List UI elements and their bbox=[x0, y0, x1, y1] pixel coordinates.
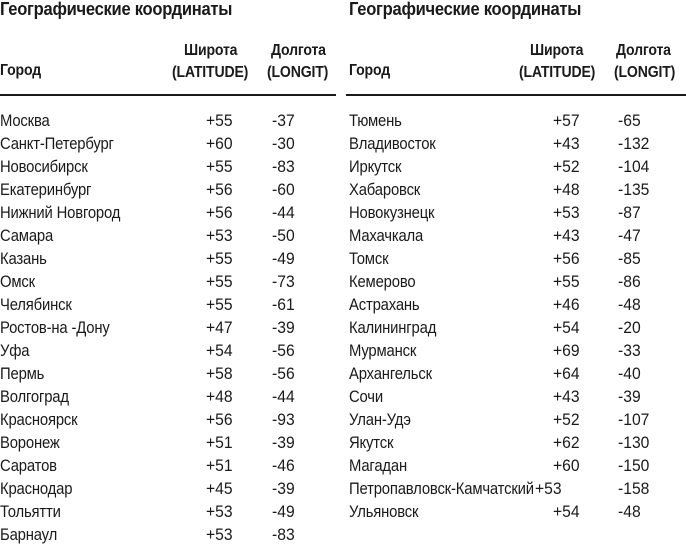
table-row bbox=[346, 225, 686, 248]
latitude-value: +55 bbox=[206, 158, 233, 176]
city-name: Улан-Удэ bbox=[349, 411, 411, 429]
latitude-value: +48 bbox=[553, 181, 580, 199]
longitude-value: -86 bbox=[618, 273, 641, 291]
longitude-value: -61 bbox=[272, 296, 295, 314]
table-row bbox=[346, 478, 686, 501]
longitude-value: -30 bbox=[272, 135, 295, 153]
city-name: Челябинск bbox=[0, 296, 72, 314]
city-name: Иркутск bbox=[349, 158, 402, 176]
longitude-value: -87 bbox=[618, 204, 641, 222]
longitude-value: -50 bbox=[272, 227, 295, 245]
city-name: Москва bbox=[0, 112, 50, 130]
table-row bbox=[346, 340, 686, 363]
city-name: Саратов bbox=[0, 457, 57, 475]
latitude-value: +55 bbox=[206, 250, 233, 268]
city-name: Мурманск bbox=[349, 342, 417, 360]
longitude-value: -48 bbox=[618, 296, 641, 314]
latitude-value: +52 bbox=[553, 158, 580, 176]
table-row bbox=[0, 409, 336, 432]
city-name: Якутск bbox=[349, 434, 394, 452]
header-latitude-en: (LATITUDE) bbox=[519, 64, 596, 81]
latitude-value: +46 bbox=[553, 296, 580, 314]
header-longitude: Долгота bbox=[271, 42, 326, 59]
city-name: Новокузнецк bbox=[349, 204, 435, 222]
latitude-value: +55 bbox=[206, 273, 233, 291]
city-name: Ростов-на -Дону bbox=[0, 319, 110, 337]
table-row bbox=[0, 478, 336, 501]
table-body bbox=[346, 110, 686, 524]
latitude-value: +53 bbox=[206, 503, 233, 521]
longitude-value: -60 bbox=[272, 181, 295, 199]
longitude-value: -39 bbox=[272, 480, 295, 498]
longitude-value: -44 bbox=[272, 388, 295, 406]
latitude-value: +56 bbox=[206, 181, 233, 199]
longitude-value: -39 bbox=[618, 388, 641, 406]
table-row bbox=[0, 202, 336, 225]
table-row bbox=[346, 202, 686, 225]
longitude-value: -83 bbox=[272, 526, 295, 544]
city-name: Архангельск bbox=[349, 365, 432, 383]
longitude-value: -46 bbox=[272, 457, 295, 475]
table-row bbox=[0, 225, 336, 248]
table-row bbox=[0, 294, 336, 317]
city-name: Ульяновск bbox=[349, 503, 419, 521]
table-title: Географические координаты bbox=[349, 0, 582, 19]
city-name: Краснодар bbox=[0, 480, 73, 498]
city-name: Сочи bbox=[349, 388, 383, 406]
table-row bbox=[346, 409, 686, 432]
latitude-value: +58 bbox=[206, 365, 233, 383]
latitude-value: +43 bbox=[553, 227, 580, 245]
latitude-value: +47 bbox=[206, 319, 233, 337]
longitude-value: -158 bbox=[618, 480, 650, 498]
city-name: Калининград bbox=[349, 319, 437, 337]
latitude-value: +53 bbox=[206, 227, 233, 245]
latitude-value: +55 bbox=[206, 112, 233, 130]
table-row bbox=[0, 248, 336, 271]
table-row bbox=[346, 386, 686, 409]
longitude-value: -65 bbox=[618, 112, 641, 130]
latitude-value: +54 bbox=[553, 503, 580, 521]
city-name: Екатеринбург bbox=[0, 181, 92, 199]
city-name: Санкт-Петербург bbox=[0, 135, 114, 153]
longitude-value: -47 bbox=[618, 227, 641, 245]
table-row bbox=[346, 455, 686, 478]
latitude-value: +51 bbox=[206, 457, 233, 475]
table-row bbox=[0, 455, 336, 478]
latitude-value: +60 bbox=[553, 457, 580, 475]
latitude-value: +54 bbox=[206, 342, 233, 360]
table-row bbox=[346, 294, 686, 317]
city-name: Астрахань bbox=[349, 296, 420, 314]
city-name: Самара bbox=[0, 227, 54, 245]
header-divider bbox=[0, 94, 336, 96]
city-name: Новосибирск bbox=[0, 158, 88, 176]
latitude-value: +56 bbox=[206, 204, 233, 222]
latitude-value: +57 bbox=[553, 112, 580, 130]
header-longitude: Долгота bbox=[616, 42, 671, 59]
latitude-value: +60 bbox=[206, 135, 233, 153]
longitude-value: -39 bbox=[272, 434, 295, 452]
longitude-value: -150 bbox=[618, 457, 650, 475]
latitude-value: +43 bbox=[553, 388, 580, 406]
city-name: Петропавловск-Камчатский bbox=[349, 480, 534, 498]
city-name: Махачкала bbox=[349, 227, 424, 245]
header-city: Город bbox=[0, 62, 41, 79]
table-row bbox=[346, 248, 686, 271]
longitude-value: -48 bbox=[618, 503, 641, 521]
latitude-value: +48 bbox=[206, 388, 233, 406]
city-name: Красноярск bbox=[0, 411, 78, 429]
city-name: Кемерово bbox=[349, 273, 416, 291]
table-title: Географические координаты bbox=[0, 0, 233, 19]
longitude-value: -33 bbox=[618, 342, 641, 360]
table-row bbox=[346, 271, 686, 294]
longitude-value: -85 bbox=[618, 250, 641, 268]
table-row bbox=[0, 271, 336, 294]
longitude-value: -107 bbox=[618, 411, 650, 429]
longitude-value: -56 bbox=[272, 365, 295, 383]
latitude-value: +54 bbox=[553, 319, 580, 337]
city-name: Волгоград bbox=[0, 388, 69, 406]
table-row bbox=[346, 179, 686, 202]
city-name: Тольятти bbox=[0, 503, 61, 521]
city-name: Казань bbox=[0, 250, 47, 268]
table-row bbox=[0, 133, 336, 156]
latitude-value: +51 bbox=[206, 434, 233, 452]
longitude-value: -83 bbox=[272, 158, 295, 176]
latitude-value: +52 bbox=[553, 411, 580, 429]
longitude-value: -56 bbox=[272, 342, 295, 360]
latitude-value: +53 bbox=[553, 204, 580, 222]
longitude-value: -130 bbox=[618, 434, 650, 452]
table-row bbox=[0, 156, 336, 179]
table-row bbox=[346, 501, 686, 524]
longitude-value: -37 bbox=[272, 112, 295, 130]
table-row bbox=[0, 501, 336, 524]
header-latitude: Широта bbox=[184, 42, 238, 59]
header-latitude-en: (LATITUDE) bbox=[172, 64, 249, 81]
table-row bbox=[0, 179, 336, 202]
table-row bbox=[0, 340, 336, 363]
city-name: Воронеж bbox=[0, 434, 60, 452]
table-row bbox=[346, 133, 686, 156]
latitude-value: +55 bbox=[553, 273, 580, 291]
city-name: Магадан bbox=[349, 457, 408, 475]
table-row bbox=[346, 363, 686, 386]
city-name: Барнаул bbox=[0, 526, 58, 544]
longitude-value: -135 bbox=[618, 181, 650, 199]
city-name: Уфа bbox=[0, 342, 30, 360]
header-longitude-en: (LONGIT) bbox=[614, 64, 676, 81]
latitude-value: +69 bbox=[553, 342, 580, 360]
longitude-value: -40 bbox=[618, 365, 641, 383]
longitude-value: -49 bbox=[272, 503, 295, 521]
longitude-value: -44 bbox=[272, 204, 295, 222]
table-row bbox=[0, 317, 336, 340]
latitude-value: +56 bbox=[206, 411, 233, 429]
header-latitude: Широта bbox=[530, 42, 584, 59]
table-row bbox=[0, 110, 336, 133]
city-name: Омск bbox=[0, 273, 35, 291]
city-name: Хабаровск bbox=[349, 181, 421, 199]
table-row bbox=[346, 317, 686, 340]
latitude-value: +43 bbox=[553, 135, 580, 153]
city-name: Томск bbox=[349, 250, 389, 268]
latitude-value: +64 bbox=[553, 365, 580, 383]
city-name: Тюмень bbox=[349, 112, 402, 130]
latitude-value: +56 bbox=[553, 250, 580, 268]
header-divider bbox=[346, 94, 686, 96]
latitude-value: +53 bbox=[535, 480, 562, 498]
latitude-value: +45 bbox=[206, 480, 233, 498]
table-row bbox=[346, 432, 686, 455]
city-name: Пермь bbox=[0, 365, 45, 383]
latitude-value: +55 bbox=[206, 296, 233, 314]
latitude-value: +53 bbox=[206, 526, 233, 544]
table-row bbox=[0, 524, 336, 547]
table-body bbox=[0, 110, 336, 547]
longitude-value: -73 bbox=[272, 273, 295, 291]
table-row bbox=[0, 432, 336, 455]
table-row bbox=[0, 386, 336, 409]
city-name: Владивосток bbox=[349, 135, 436, 153]
longitude-value: -20 bbox=[618, 319, 641, 337]
table-row bbox=[346, 156, 686, 179]
table-row bbox=[346, 110, 686, 133]
longitude-value: -93 bbox=[272, 411, 295, 429]
longitude-value: -104 bbox=[618, 158, 650, 176]
latitude-value: +62 bbox=[553, 434, 580, 452]
city-name: Нижний Новгород bbox=[0, 204, 121, 222]
longitude-value: -132 bbox=[618, 135, 650, 153]
header-city: Город bbox=[349, 62, 390, 79]
longitude-value: -49 bbox=[272, 250, 295, 268]
longitude-value: -39 bbox=[272, 319, 295, 337]
header-longitude-en: (LONGIT) bbox=[267, 64, 329, 81]
table-row bbox=[0, 363, 336, 386]
